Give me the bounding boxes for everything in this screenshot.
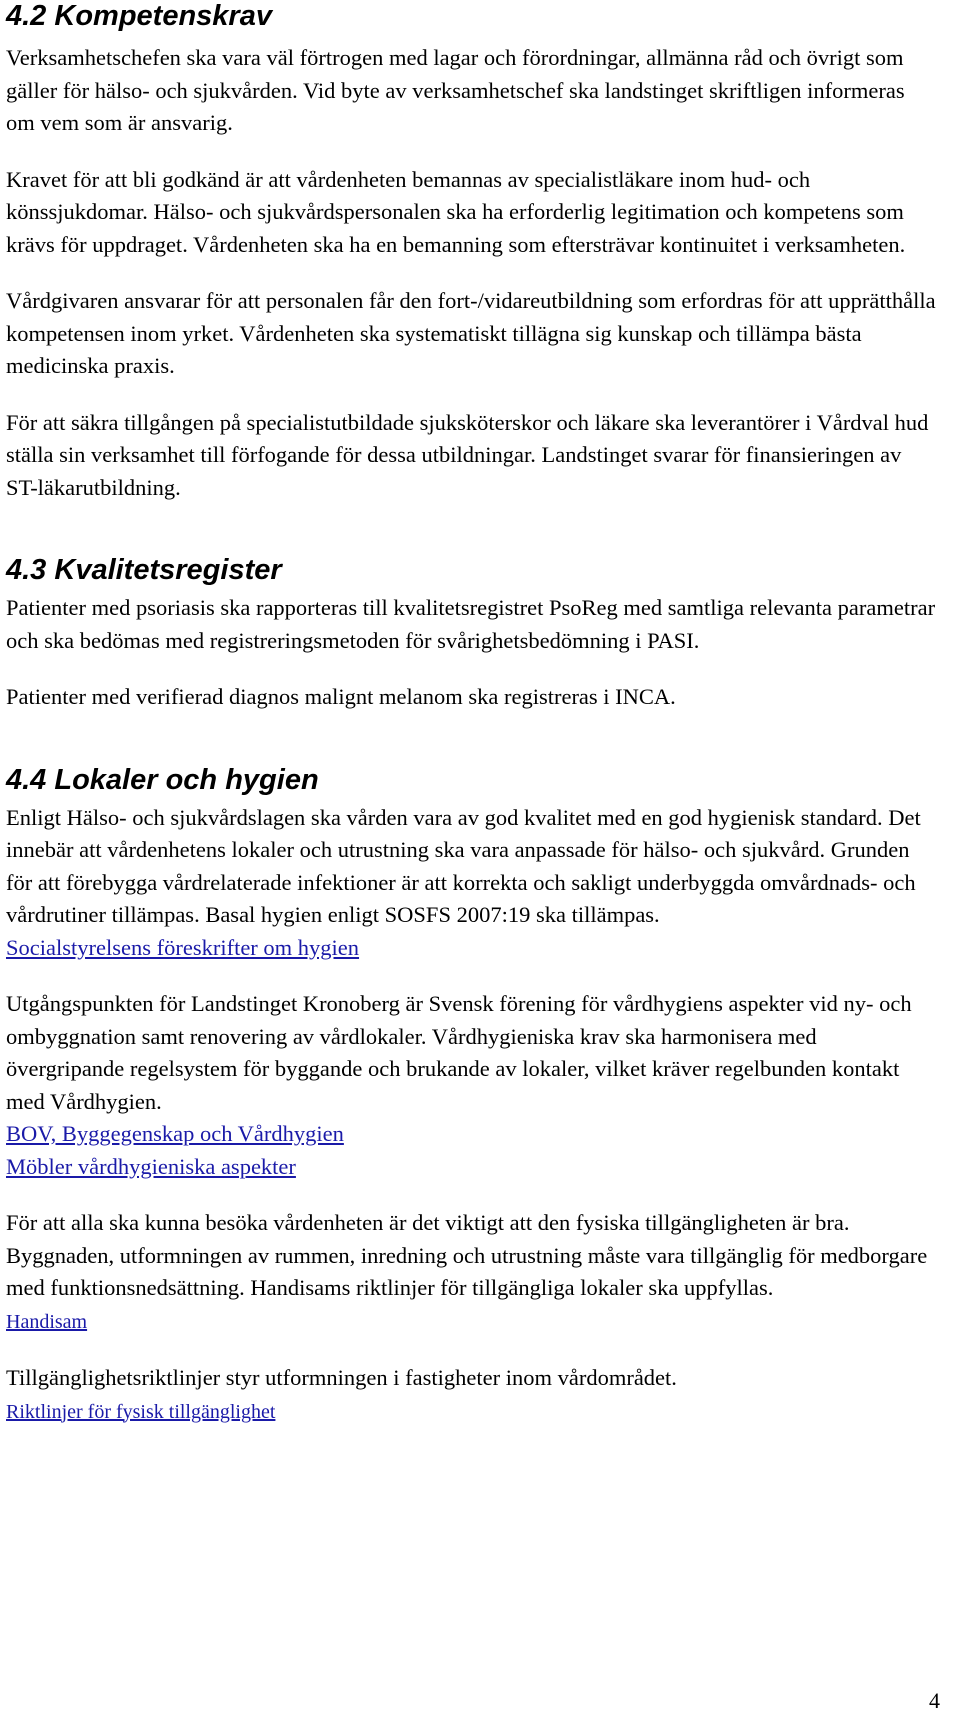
paragraph: För att säkra tillgången på specialistutbildade sjuksköterskor och läkare ska leverantörer i Vårdval hud ställa sin verksamhet till förfogande för dessa utbildningar. Landstinget svarar för finansieringen av ST-läkarutbildning. — [6, 409, 929, 500]
link-socialstyrelsens-foreskrifter[interactable]: Socialstyrelsens föreskrifter om hygien — [6, 934, 360, 960]
paragraph: Patienter med psoriasis ska rapporteras till kvalitetsregistret PsoReg med samtliga relevanta parametrar och ska bedömas med registreringsmetoden för svårighetsbedömning i PASI. — [6, 595, 936, 653]
paragraph: Kravet för att bli godkänd är att vårdenheten bemannas av specialistläkare inom hud- och könssjukdomar. Hälso- och sjukvårdspersonalen ska ha erforderlig legitimation och kompetens som krävs för uppdraget. Vårdenheten ska ha en bemanning som eftersträvar kontinuitet i verksamheten. — [6, 166, 906, 257]
section-heading-kvalitetsregister: 4.3 Kvalitetsregister — [6, 554, 282, 586]
paragraph: Verksamhetschefen ska vara väl förtrogen med lagar och förordningar, allmänna råd och övrigt som gäller för hälso- och sjukvården. Vid byte av verksamhetschef ska landstinget skriftligen informeras om vem som är ansvarig. — [6, 45, 905, 135]
link-paragraph — [6, 932, 936, 965]
link-paragraph — [6, 1305, 936, 1339]
paragraph: Tillgänglighetsriktlinjer styr utformningen i fastigheter inom vårdområdet. — [6, 1365, 677, 1390]
paragraph: Utgångspunkten för Landstinget Kronoberg är Svensk förening för vårdhygiens aspekter vid ny- och ombyggnation samt renovering av vårdlokaler. Vårdhygieniska krav ska harmonisera med övergripande regelsystem för byggande och brukande av lokaler, vilket kräver regelbunden kontakt med Vårdhygien. — [6, 991, 912, 1114]
paragraph: Vårdgivaren ansvarar för att personalen får den fort-/vidareutbildning som erfordras för att upprätthålla kompetensen inom yrket. Vårdenheten ska systematiskt tillägna sig kunskap och tillämpa bästa medicinska praxis. — [6, 288, 936, 378]
paragraph: Patienter med verifierad diagnos malignt melanom ska registreras i INCA. — [6, 684, 676, 709]
link-handisam[interactable]: Handisam — [6, 1310, 88, 1333]
paragraph: För att alla ska kunna besöka vårdenheten är det viktigt att den fysiska tillgängligheten är bra. Byggnaden, utformningen av rummen, inredning och utrustning måste vara tillgänglig för medborgare med funktionsnedsättning. Handisams riktlinjer för tillgängliga lokaler ska uppfyllas. — [6, 1210, 928, 1300]
link-paragraph — [6, 1395, 936, 1429]
link-paragraph — [6, 1118, 936, 1151]
page-number: 4 — [929, 1688, 940, 1713]
section-heading-kompetenskrav: 4.2 Kompetenskrav — [6, 0, 272, 32]
document-page — [6, 0, 936, 1428]
paragraph: Enligt Hälso- och sjukvårdslagen ska vården vara av god kvalitet med en god hygienisk standard. Det innebär att vårdenhetens lokaler och utrustning ska vara anpassade för hälso- och sjukvård. Grunden för att förebygga vårdrelaterade infektioner är att korrekta och sakligt underbyggda omvårdnads- och vårdrutiner tillämpas. Basal hygien enligt SOSFS 2007:19 ska tillämpas. — [6, 804, 921, 927]
link-paragraph — [6, 1151, 936, 1184]
section-heading-lokaler-och-hygien: 4.4 Lokaler och hygien — [6, 763, 319, 796]
link-riktlinjer-fysisk-tillganglighet[interactable]: Riktlinjer för fysisk tillgänglighet — [6, 1400, 276, 1423]
link-mobler-vardhygieniska[interactable]: Möbler vårdhygieniska aspekter — [6, 1153, 296, 1179]
link-bov-byggegenskap[interactable]: BOV, Byggegenskap och Vårdhygien — [6, 1121, 344, 1146]
